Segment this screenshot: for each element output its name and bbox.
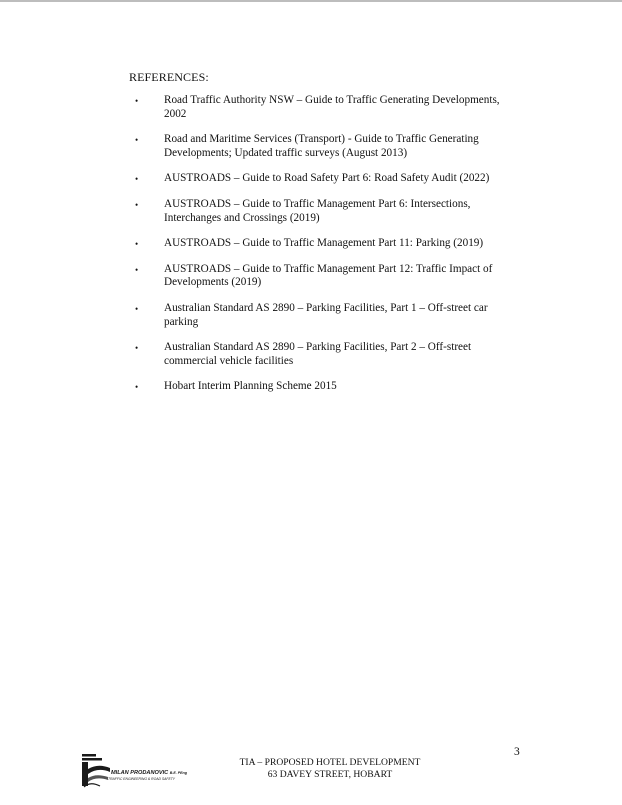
logo-tagline: TRAFFIC ENGINEERING & ROAD SAFETY: [108, 777, 176, 781]
page-number: 3: [514, 746, 520, 758]
references-heading: REFERENCES:: [129, 70, 209, 84]
logo-name: MILAN PRODANOVIC: [111, 770, 169, 776]
reference-text: Australian Standard AS 2890 – Parking Facilities, Part 2 – Off-street commercial vehicle facilities: [164, 341, 472, 367]
bullet-icon: •: [135, 199, 139, 210]
reference-text: AUSTROADS – Guide to Traffic Management Part 6: Intersections, Interchanges and Crossings (2019): [164, 197, 471, 224]
reference-item: [135, 380, 520, 394]
references-list: [135, 94, 520, 406]
reference-text: AUSTROADS – Guide to Traffic Management Part 11: Parking (2019): [164, 237, 484, 250]
reference-item: [135, 172, 520, 186]
bullet-icon: •: [135, 343, 139, 354]
reference-text: Road and Maritime Services (Transport) - Guide to Traffic Generating Developments; Updated traffic surveys (August 2013): [164, 133, 479, 159]
footer-address: 63 DAVEY STREET, HOBART: [267, 768, 393, 780]
company-logo: [80, 751, 190, 793]
logo-suffix: B.E. PEng: [169, 771, 187, 775]
footer-title: TIA – PROPOSED HOTEL DEVELOPMENT: [239, 757, 421, 768]
bullet-icon: •: [135, 96, 139, 106]
bullet-icon: •: [135, 174, 139, 185]
reference-text: Road Traffic Authority NSW – Guide to Traffic Generating Developments, 2002: [164, 94, 500, 120]
reference-item: [135, 94, 520, 121]
reference-item: [135, 302, 520, 329]
reference-text: Australian Standard AS 2890 – Parking Facilities, Part 1 – Off-street car parking: [164, 301, 488, 328]
logo-wordmark: [111, 770, 187, 776]
bullet-icon: •: [135, 303, 139, 314]
reference-item: [135, 198, 520, 225]
footer: [230, 757, 430, 780]
reference-text: Hobart Interim Planning Scheme 2015: [164, 380, 337, 393]
bullet-icon: •: [135, 135, 139, 146]
reference-item: [135, 133, 520, 160]
bullet-icon: •: [135, 264, 139, 275]
reference-item: [135, 341, 520, 368]
reference-text: AUSTROADS – Guide to Road Safety Part 6: Road Safety Audit (2022): [164, 172, 490, 185]
page-top-rule: [0, 0, 622, 2]
road-logo-icon: [80, 751, 110, 793]
bullet-icon: •: [135, 239, 139, 250]
bullet-icon: •: [135, 382, 139, 393]
reference-item: [135, 263, 520, 290]
reference-item: [135, 237, 520, 251]
reference-text: AUSTROADS – Guide to Traffic Management Part 12: Traffic Impact of Developments (2019): [164, 262, 493, 289]
